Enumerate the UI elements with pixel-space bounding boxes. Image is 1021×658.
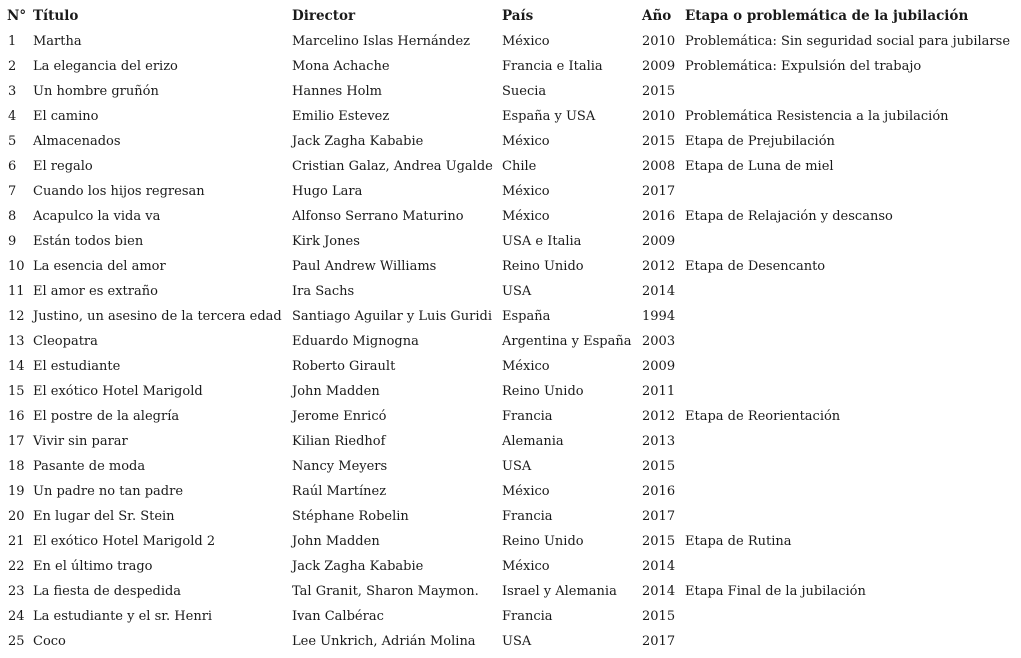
table-row — [0, 179, 1021, 204]
cell-num: 20 — [8, 509, 25, 524]
cell-director: Roberto Girault — [292, 359, 396, 374]
table-row — [0, 254, 1021, 279]
cell-pais: USA — [502, 634, 532, 649]
cell-num: 7 — [8, 184, 17, 199]
cell-titulo: Cuando los hijos regresan — [33, 184, 205, 199]
cell-etapa: Etapa de Reorientación — [685, 409, 841, 424]
films-table — [0, 4, 1021, 654]
cell-etapa — [685, 79, 1021, 104]
cell-director: Paul Andrew Williams — [292, 259, 437, 274]
cell-director: Marcelino Islas Hernández — [292, 34, 471, 49]
header-pais: País — [502, 8, 534, 24]
cell-pais: España — [502, 309, 551, 324]
cell-etapa — [685, 604, 1021, 629]
cell-anio: 2014 — [642, 284, 676, 299]
cell-etapa — [685, 354, 1021, 379]
cell-anio: 2003 — [642, 334, 676, 349]
cell-num: 19 — [8, 484, 25, 499]
header-titulo: Título — [33, 8, 79, 24]
cell-anio: 2017 — [642, 634, 676, 649]
cell-titulo: Martha — [33, 34, 82, 49]
cell-pais: México — [502, 359, 550, 374]
cell-titulo: La estudiante y el sr. Henri — [33, 609, 213, 624]
cell-director: Eduardo Mignogna — [292, 334, 419, 349]
cell-pais: Reino Unido — [502, 534, 584, 549]
cell-etapa — [685, 379, 1021, 404]
cell-director: Stéphane Robelin — [292, 509, 409, 524]
cell-anio: 2009 — [642, 234, 676, 249]
cell-titulo: Pasante de moda — [33, 459, 146, 474]
cell-num: 21 — [8, 534, 25, 549]
header-num: N° — [7, 8, 27, 24]
cell-etapa: Etapa de Prejubilación — [685, 134, 835, 149]
cell-num: 4 — [8, 109, 17, 124]
table-row — [0, 604, 1021, 629]
cell-director: Kilian Riedhof — [292, 434, 386, 449]
cell-pais: México — [502, 559, 550, 574]
cell-anio: 2008 — [642, 159, 676, 174]
table-row — [0, 279, 1021, 304]
cell-num: 12 — [8, 309, 25, 324]
cell-titulo: El estudiante — [33, 359, 121, 374]
cell-etapa: Problemática: Sin seguridad social para jubilarse — [685, 34, 1011, 49]
cell-director: Emilio Estevez — [292, 109, 390, 124]
cell-director: Ivan Calbérac — [292, 609, 384, 624]
cell-director: John Madden — [292, 384, 380, 399]
cell-pais: Reino Unido — [502, 384, 584, 399]
cell-titulo: La esencia del amor — [33, 259, 166, 274]
cell-num: 18 — [8, 459, 25, 474]
cell-etapa: Problemática Resistencia a la jubilación — [685, 109, 949, 124]
cell-pais: México — [502, 209, 550, 224]
cell-titulo: Acapulco la vida va — [33, 209, 161, 224]
cell-director: Kirk Jones — [292, 234, 360, 249]
table-row — [0, 529, 1021, 554]
cell-pais: Francia e Italia — [502, 59, 603, 74]
cell-titulo: Vivir sin parar — [33, 434, 128, 449]
cell-pais: Suecia — [502, 84, 547, 99]
cell-anio: 2017 — [642, 509, 676, 524]
cell-num: 9 — [8, 234, 17, 249]
table-row — [0, 204, 1021, 229]
cell-titulo: Están todos bien — [33, 234, 144, 249]
cell-pais: USA — [502, 284, 532, 299]
cell-etapa: Etapa de Luna de miel — [685, 159, 834, 174]
table-row — [0, 79, 1021, 104]
table-row — [0, 479, 1021, 504]
cell-anio: 2012 — [642, 259, 676, 274]
cell-etapa — [685, 329, 1021, 354]
cell-anio: 2010 — [642, 34, 676, 49]
cell-etapa: Etapa Final de la jubilación — [685, 584, 866, 599]
header-anio: Año — [642, 8, 672, 24]
cell-etapa: Problemática: Expulsión del trabajo — [685, 59, 922, 74]
cell-anio: 2009 — [642, 359, 676, 374]
cell-director: Nancy Meyers — [292, 459, 388, 474]
cell-titulo: El regalo — [33, 159, 93, 174]
cell-titulo: El camino — [33, 109, 99, 124]
cell-director: Ira Sachs — [292, 284, 355, 299]
cell-num: 24 — [8, 609, 25, 624]
table-row — [0, 504, 1021, 529]
table-row — [0, 354, 1021, 379]
table-header — [0, 4, 1021, 29]
cell-anio: 2016 — [642, 209, 676, 224]
table-row — [0, 429, 1021, 454]
cell-pais: México — [502, 484, 550, 499]
table-row — [0, 629, 1021, 654]
table-row — [0, 554, 1021, 579]
cell-num: 1 — [8, 34, 17, 49]
cell-titulo: Justino, un asesino de la tercera edad — [33, 309, 282, 324]
cell-anio: 2014 — [642, 559, 676, 574]
cell-pais: USA — [502, 459, 532, 474]
cell-num: 14 — [8, 359, 25, 374]
cell-pais: Alemania — [502, 434, 564, 449]
cell-anio: 2012 — [642, 409, 676, 424]
cell-director: Lee Unkrich, Adrián Molina — [292, 634, 476, 649]
cell-pais: México — [502, 34, 550, 49]
cell-num: 11 — [8, 284, 25, 299]
cell-titulo: El exótico Hotel Marigold — [33, 384, 203, 399]
cell-anio: 2017 — [642, 184, 676, 199]
header-row — [0, 4, 1021, 29]
cell-director: Tal Granit, Sharon Maymon. — [292, 584, 479, 599]
cell-director: Mona Achache — [292, 59, 390, 74]
cell-num: 13 — [8, 334, 25, 349]
cell-titulo: Coco — [33, 634, 66, 649]
table-row — [0, 379, 1021, 404]
table-row — [0, 404, 1021, 429]
cell-director: Alfonso Serrano Maturino — [292, 209, 464, 224]
cell-director: Jack Zagha Kababie — [292, 559, 424, 574]
cell-titulo: Almacenados — [33, 134, 121, 149]
table-row — [0, 304, 1021, 329]
cell-num: 23 — [8, 584, 25, 599]
table-row — [0, 54, 1021, 79]
cell-etapa: Etapa de Desencanto — [685, 259, 826, 274]
table-row — [0, 104, 1021, 129]
cell-num: 17 — [8, 434, 25, 449]
header-director: Director — [292, 8, 356, 24]
cell-titulo: Un hombre gruñón — [33, 84, 159, 99]
table-row — [0, 154, 1021, 179]
cell-etapa — [685, 304, 1021, 329]
cell-num: 25 — [8, 634, 25, 649]
cell-num: 5 — [8, 134, 17, 149]
cell-num: 15 — [8, 384, 25, 399]
cell-director: Jack Zagha Kababie — [292, 134, 424, 149]
cell-director: John Madden — [292, 534, 380, 549]
cell-titulo: El amor es extraño — [33, 284, 158, 299]
table-row — [0, 29, 1021, 54]
cell-pais: Reino Unido — [502, 259, 584, 274]
table-row — [0, 129, 1021, 154]
cell-director: Santiago Aguilar y Luis Guridi — [292, 309, 492, 324]
cell-pais: Francia — [502, 509, 553, 524]
cell-etapa — [685, 504, 1021, 529]
cell-titulo: Un padre no tan padre — [33, 484, 184, 499]
cell-anio: 2015 — [642, 609, 676, 624]
table-row — [0, 229, 1021, 254]
cell-num: 10 — [8, 259, 25, 274]
cell-num: 16 — [8, 409, 25, 424]
cell-etapa — [685, 179, 1021, 204]
cell-titulo: La fiesta de despedida — [33, 584, 182, 599]
cell-etapa — [685, 629, 1021, 654]
cell-etapa — [685, 429, 1021, 454]
cell-anio: 2015 — [642, 134, 676, 149]
cell-anio: 2015 — [642, 534, 676, 549]
cell-etapa — [685, 479, 1021, 504]
cell-etapa — [685, 554, 1021, 579]
cell-titulo: En el último trago — [33, 559, 153, 574]
cell-etapa: Etapa de Rutina — [685, 534, 792, 549]
cell-titulo: Cleopatra — [33, 334, 98, 349]
cell-director: Raúl Martínez — [292, 484, 387, 499]
cell-num: 3 — [8, 84, 17, 99]
cell-pais: Francia — [502, 609, 553, 624]
cell-anio: 2009 — [642, 59, 676, 74]
cell-anio: 2011 — [642, 384, 676, 399]
cell-director: Cristian Galaz, Andrea Ugalde — [292, 159, 493, 174]
cell-pais: Israel y Alemania — [502, 584, 617, 599]
cell-titulo: La elegancia del erizo — [33, 59, 178, 74]
table-body — [0, 29, 1021, 654]
cell-director: Hannes Holm — [292, 84, 382, 99]
cell-anio: 2016 — [642, 484, 676, 499]
cell-pais: Chile — [502, 159, 537, 174]
cell-num: 6 — [8, 159, 17, 174]
cell-pais: España y USA — [502, 109, 596, 124]
cell-etapa — [685, 229, 1021, 254]
cell-pais: Argentina y España — [502, 334, 632, 349]
cell-pais: México — [502, 134, 550, 149]
table-row — [0, 579, 1021, 604]
table-row — [0, 329, 1021, 354]
cell-anio: 2015 — [642, 84, 676, 99]
cell-pais: USA e Italia — [502, 234, 582, 249]
cell-pais: México — [502, 184, 550, 199]
cell-anio: 2013 — [642, 434, 676, 449]
header-etapa: Etapa o problemática de la jubilación — [685, 8, 969, 24]
cell-director: Hugo Lara — [292, 184, 363, 199]
cell-num: 8 — [8, 209, 17, 224]
cell-num: 22 — [8, 559, 25, 574]
table-row — [0, 454, 1021, 479]
cell-num: 2 — [8, 59, 17, 74]
cell-titulo: El postre de la alegría — [33, 409, 180, 424]
cell-titulo: El exótico Hotel Marigold 2 — [33, 534, 216, 549]
cell-anio: 1994 — [642, 309, 676, 324]
cell-anio: 2015 — [642, 459, 676, 474]
cell-titulo: En lugar del Sr. Stein — [33, 509, 175, 524]
cell-anio: 2014 — [642, 584, 676, 599]
cell-etapa — [685, 454, 1021, 479]
cell-director: Jerome Enricó — [292, 409, 387, 424]
cell-anio: 2010 — [642, 109, 676, 124]
cell-pais: Francia — [502, 409, 553, 424]
cell-etapa: Etapa de Relajación y descanso — [685, 209, 893, 224]
cell-etapa — [685, 279, 1021, 304]
